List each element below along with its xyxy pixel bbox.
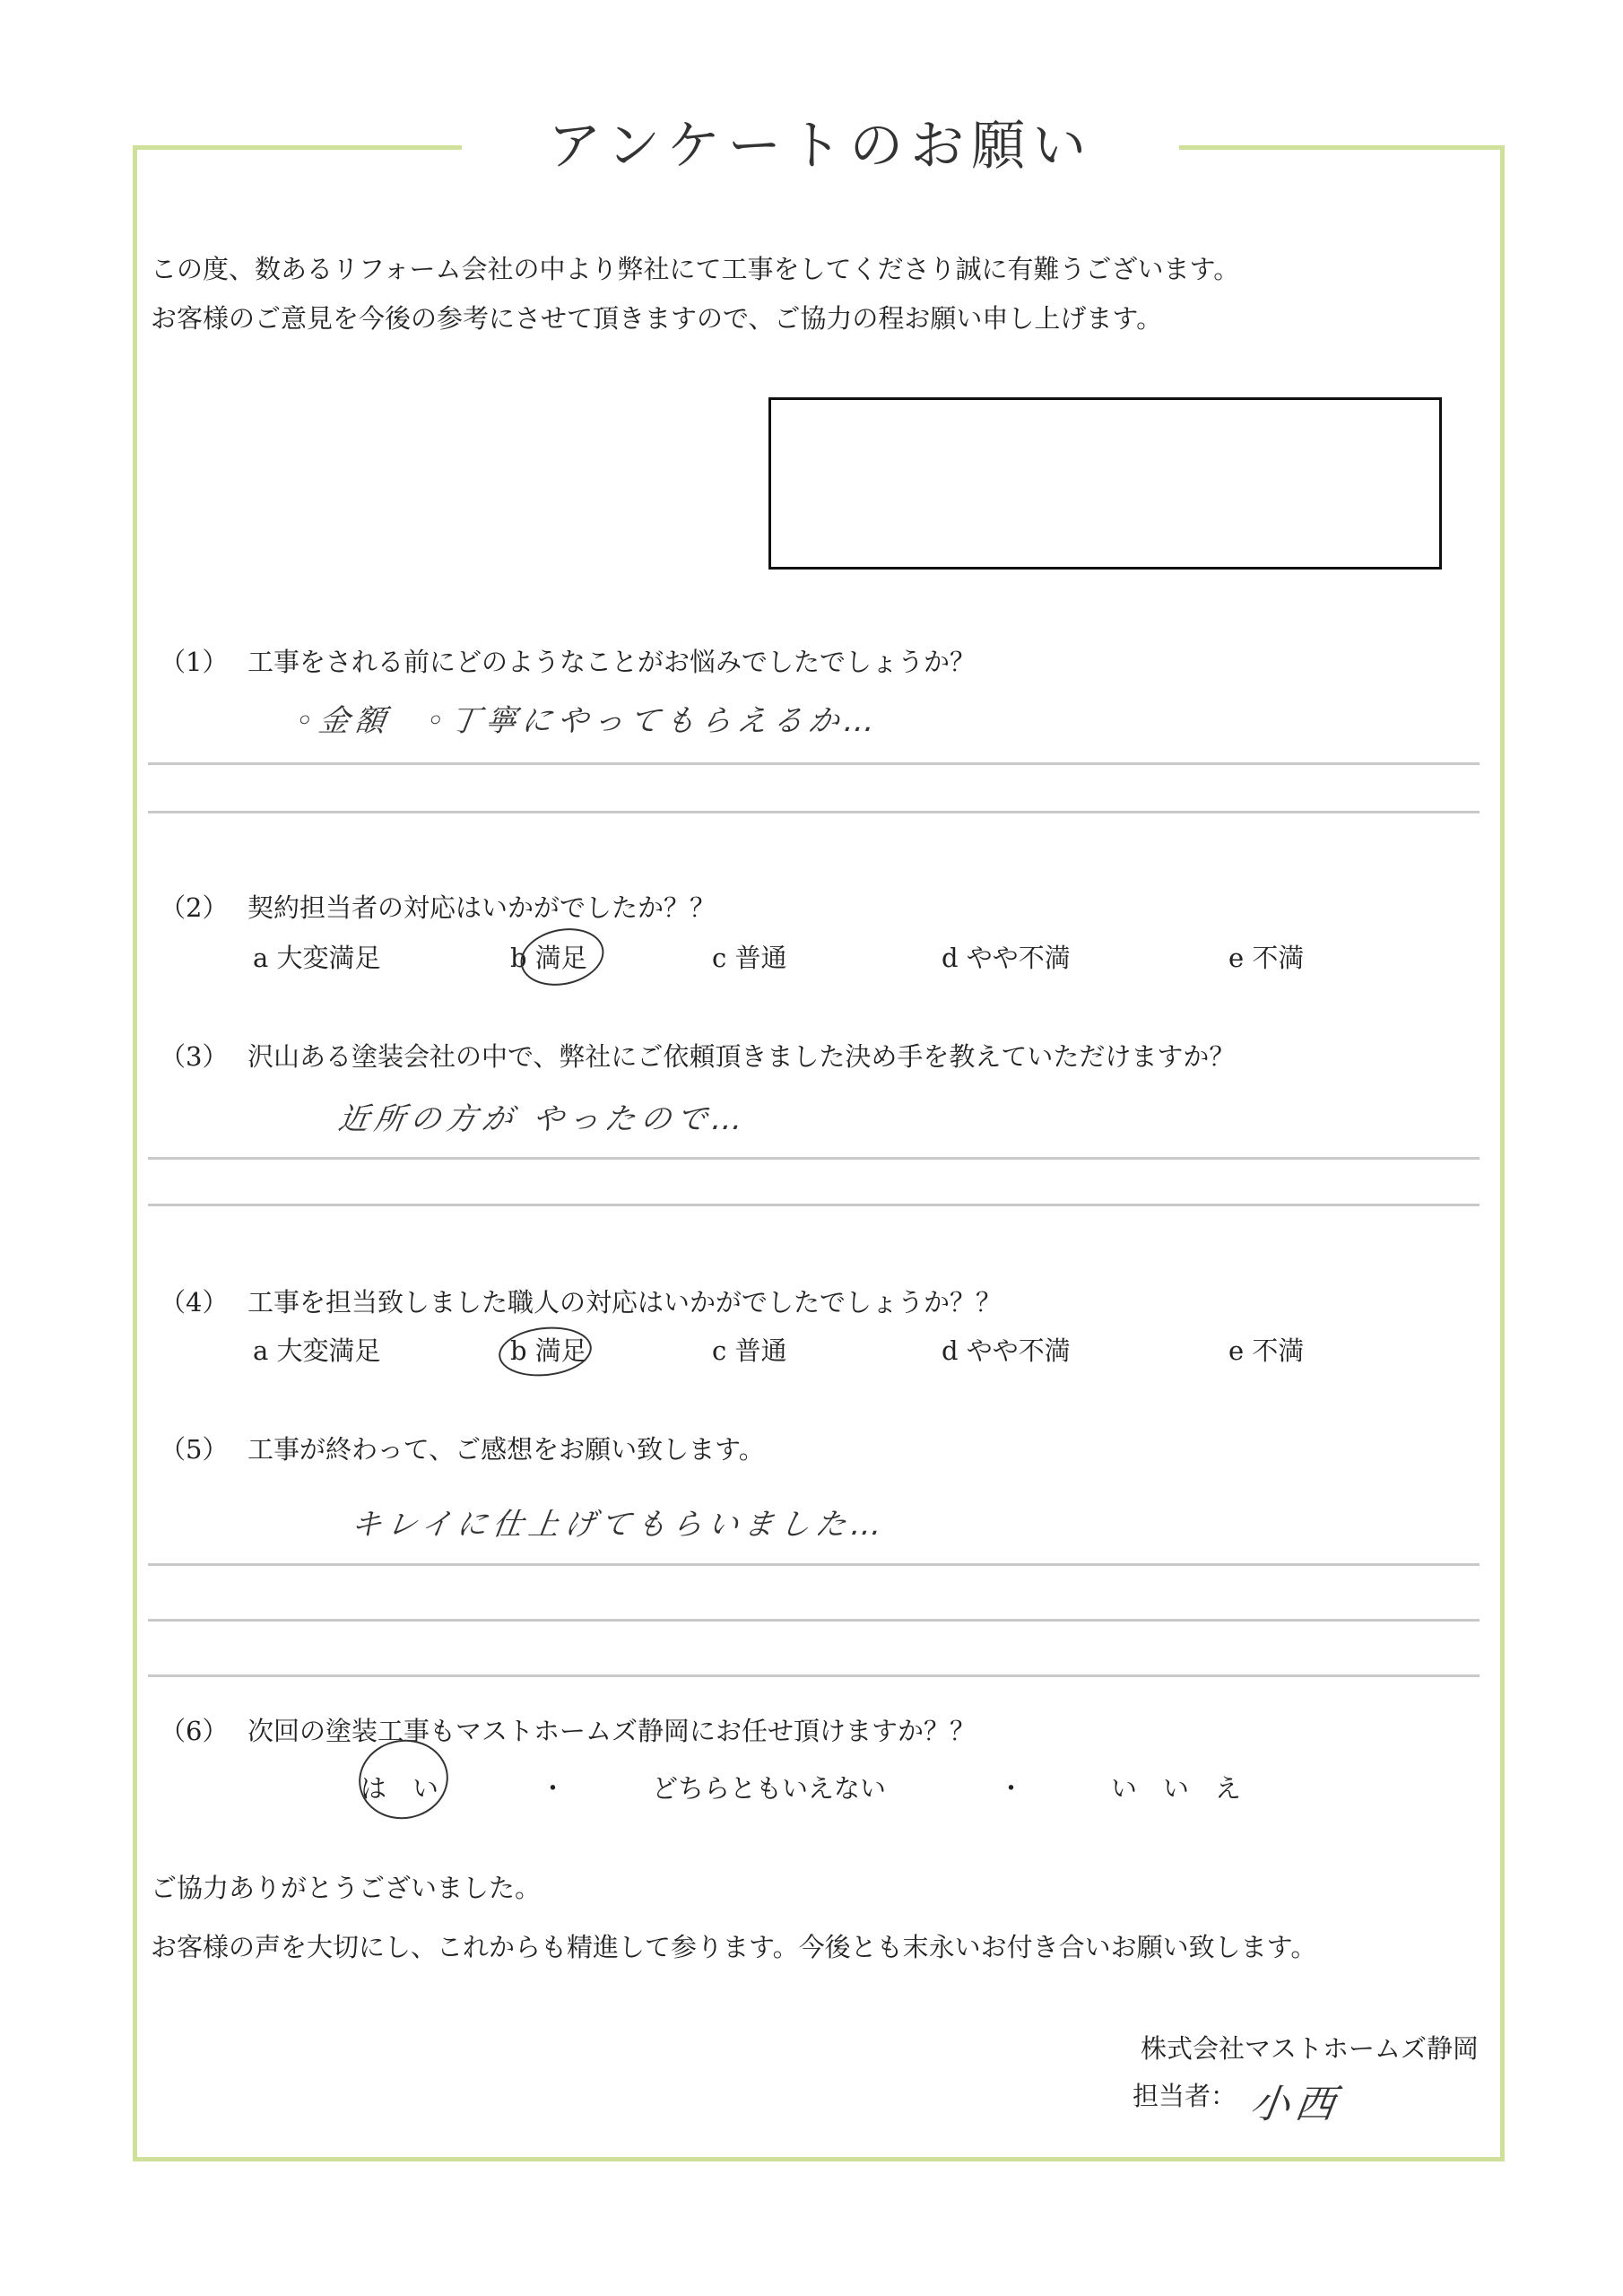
answer-line (148, 762, 1480, 765)
q4-option-a[interactable]: a 大変満足 (253, 1335, 381, 1366)
q6-separator: ・ (998, 1773, 1025, 1804)
q6-number: （6） (160, 1716, 229, 1746)
q5-text: 工事が終わって、ご感想をお願い致します。 (247, 1434, 765, 1465)
answer-line (148, 1157, 1480, 1160)
q4-option-e[interactable]: e 不満 (1228, 1335, 1305, 1366)
q2-option-e[interactable]: e 不満 (1228, 943, 1305, 973)
q6-option-no[interactable]: い い え (1111, 1773, 1242, 1804)
q3-text: 沢山ある塗装会社の中で、弊社にご依頼頂きました決め手を教えていただけますか？ (247, 1041, 1236, 1072)
q2-text: 契約担当者の対応はいかがでしたか？？ (247, 892, 716, 923)
q4-text: 工事を担当致しました職人の対応はいかがでしたでしょうか？？ (247, 1287, 1002, 1318)
answer-line (148, 811, 1480, 813)
q4-option-d[interactable]: d やや不満 (942, 1335, 1071, 1366)
q1-number: （1） (160, 647, 229, 677)
intro-line-2: お客様のご意見を今後の参考にさせて頂きますので、ご協力の程お願い申し上げます。 (151, 303, 1163, 334)
q3-answer: 近所の方が やったので… (335, 1101, 751, 1137)
q2-option-b[interactable]: b 満足 (510, 943, 587, 973)
q2-option-d[interactable]: d やや不満 (942, 943, 1071, 973)
closing-line-2: お客様の声を大切にし、これからも精進して参ります。今後とも末永いお付き合いお願い致します。 (151, 1932, 1317, 1962)
q6-option-yes[interactable]: は い (360, 1773, 439, 1804)
q3-number: （3） (160, 1041, 229, 1072)
q1-text: 工事をされる前にどのようなことがお悩みでしたでしょうか？ (247, 647, 976, 677)
company-name: 株式会社マストホームズ静岡 (1140, 2033, 1479, 2064)
redacted-name-box (768, 397, 1442, 570)
q1-answer: ◦金額 ◦丁寧にやってもらえるか… (292, 703, 883, 739)
q5-number: （5） (160, 1434, 229, 1465)
q4-option-c[interactable]: c 普通 (712, 1335, 787, 1366)
answer-line (148, 1619, 1480, 1622)
q6-separator: ・ (540, 1773, 567, 1804)
q4-number: （4） (160, 1287, 229, 1318)
q2-option-c[interactable]: c 普通 (712, 943, 787, 973)
page-title: アンケートのお願い (462, 106, 1179, 187)
q2-option-a[interactable]: a 大変満足 (253, 943, 381, 973)
q6-option-neither[interactable]: どちらともいえない (652, 1773, 887, 1804)
q5-answer: キレイに仕上げてもらいました… (348, 1507, 890, 1543)
staff-label: 担当者： (1133, 2081, 1237, 2111)
answer-line (148, 1674, 1480, 1677)
q4-option-b[interactable]: b 満足 (510, 1335, 587, 1366)
staff-signature: 小西 (1246, 2082, 1343, 2127)
intro-line-1: この度、数あるリフォーム会社の中より弊社にて工事をしてくださり誠に有難うございます。 (151, 254, 1240, 284)
answer-line (148, 1563, 1480, 1566)
q2-number: （2） (160, 892, 229, 923)
q6-text: 次回の塗装工事もマストホームズ静岡にお任せ頂けますか？？ (247, 1716, 976, 1746)
answer-line (148, 1204, 1480, 1206)
closing-line-1: ご協力ありがとうございました。 (151, 1873, 542, 1903)
